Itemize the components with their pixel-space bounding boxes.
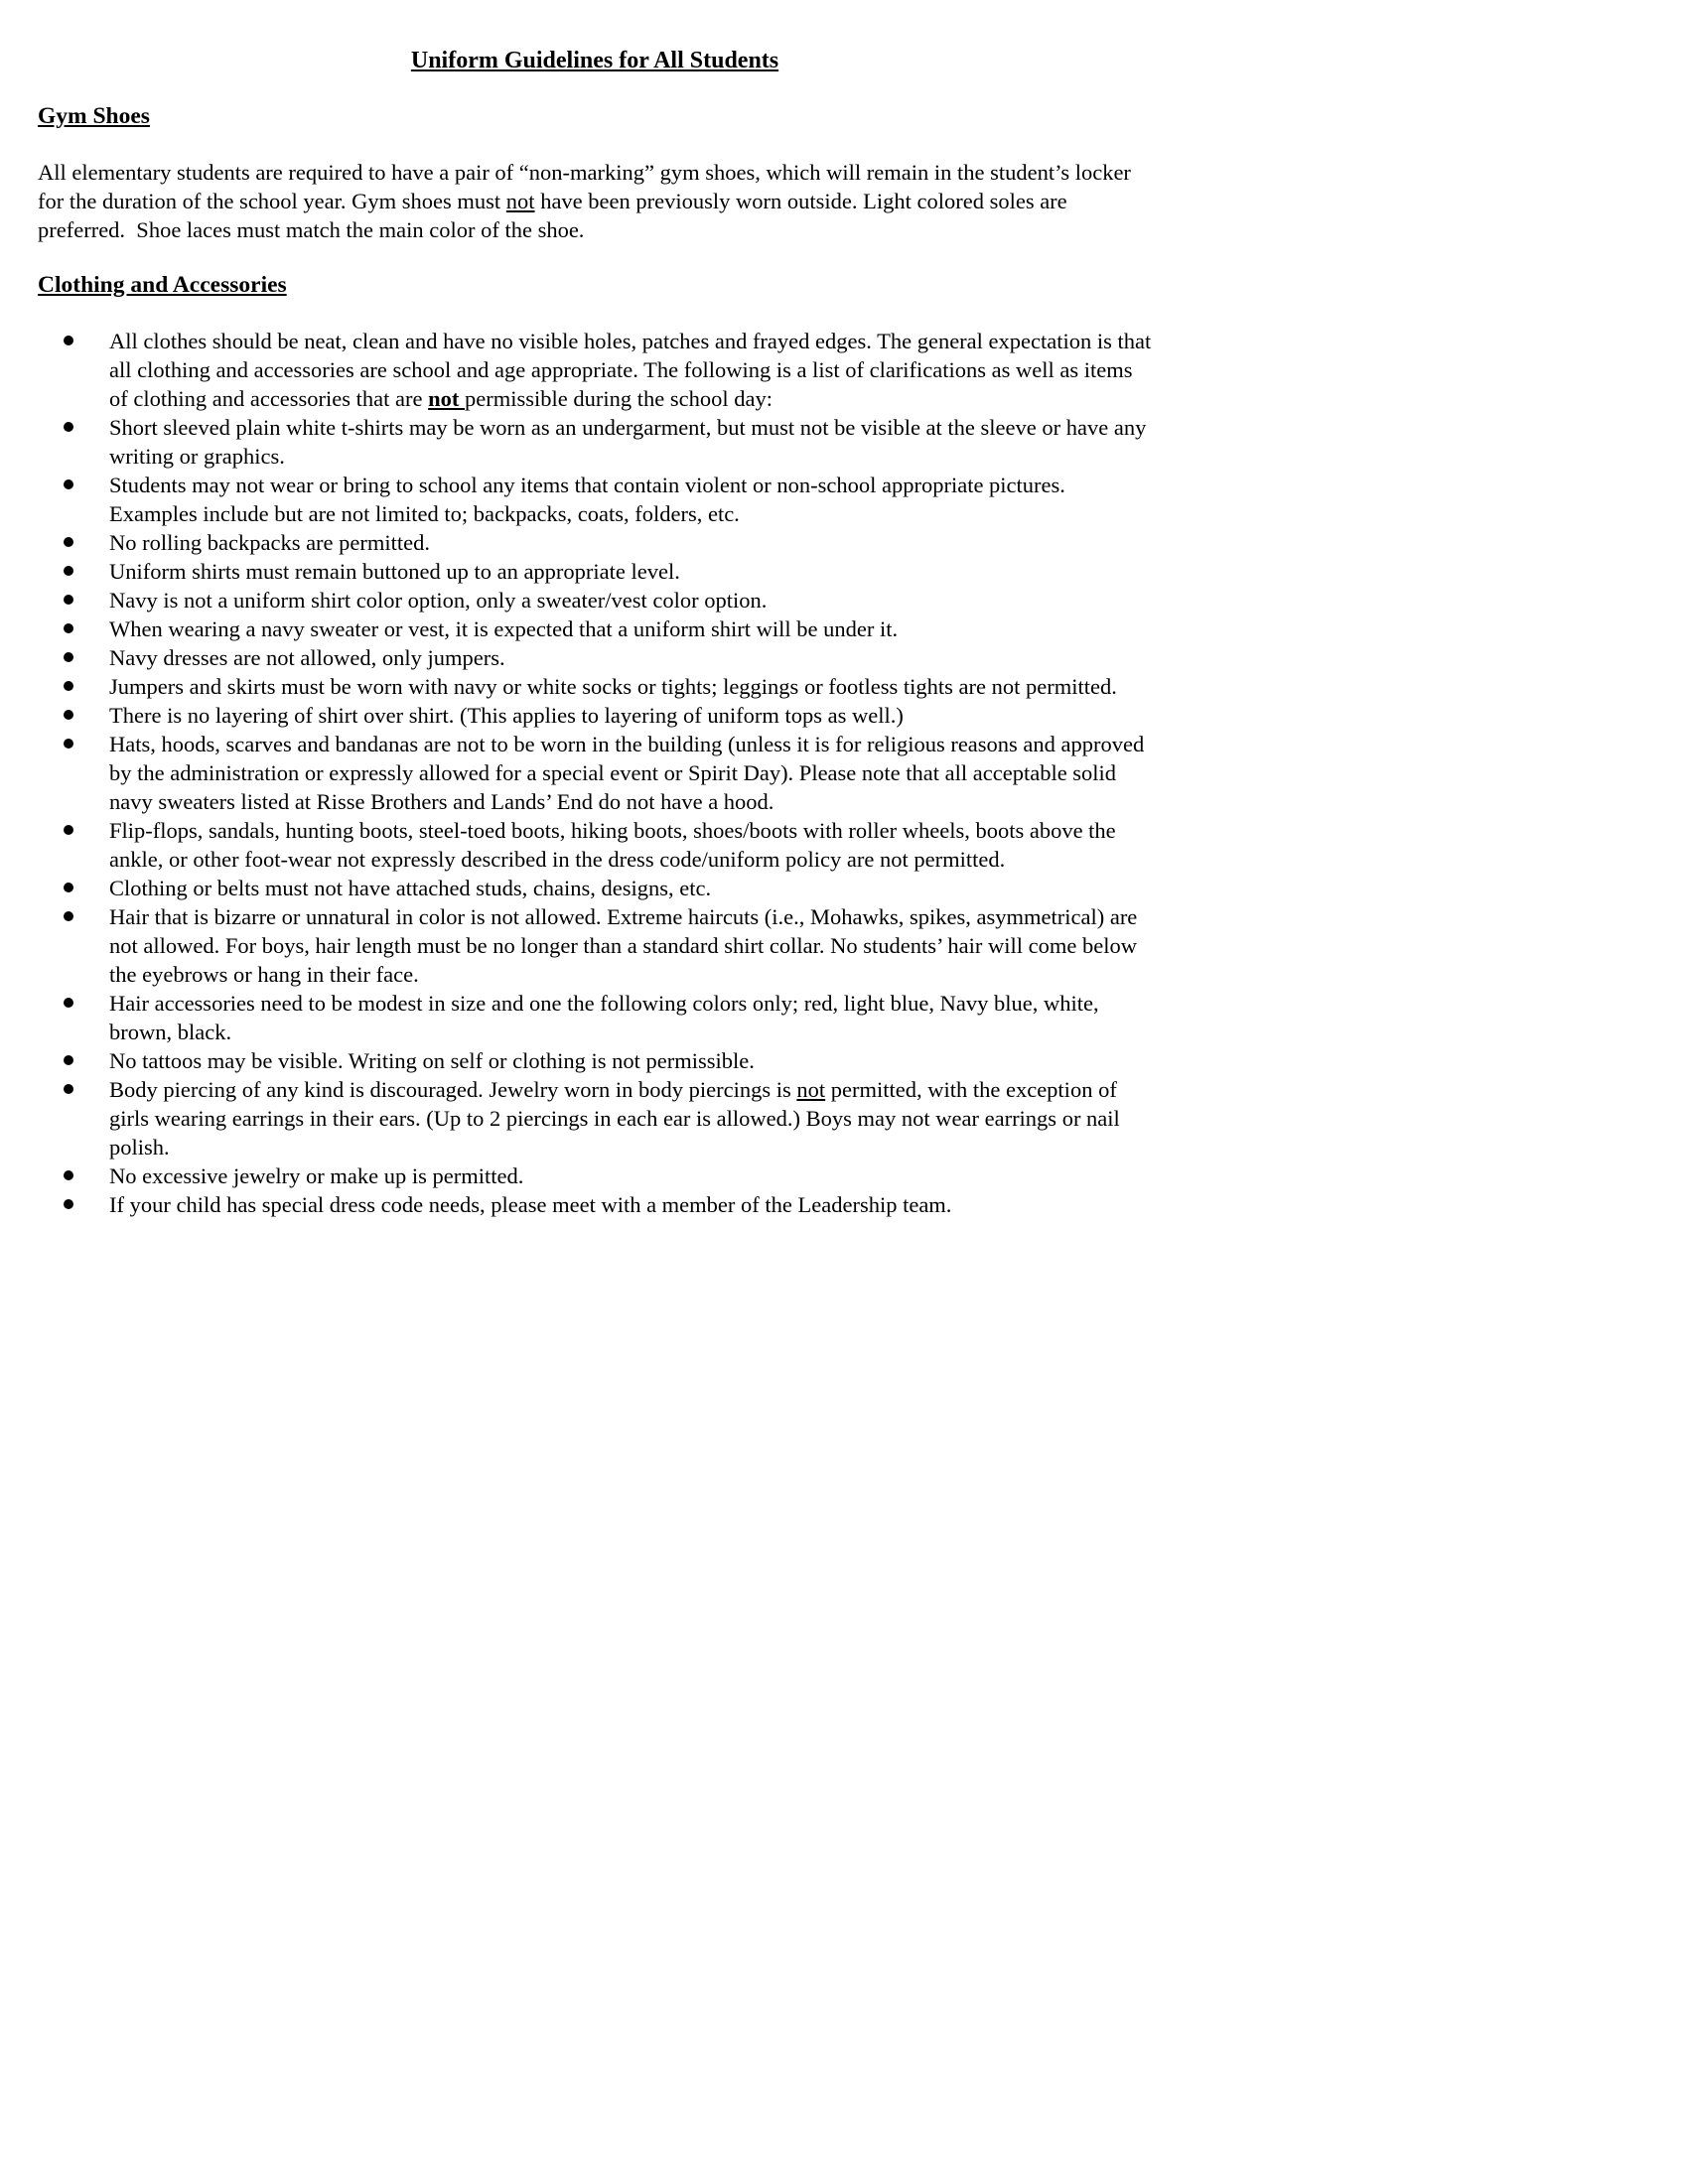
- bullet-icon: [64, 1055, 73, 1065]
- list-item: [38, 672, 1152, 701]
- bullet-text: No excessive jewelry or make up is permitted.: [109, 1163, 524, 1188]
- bullet-icon: [64, 623, 73, 633]
- list-item: [38, 327, 1157, 413]
- gym-shoes-paragraph: All elementary students are required to have a pair of “non-marking” gym shoes, which will remain in the student’s locker for the duration of the school year. Gym shoes must not have been previously worn outside. Light colored soles are preferred. Shoe laces must match the main color of the shoe.: [38, 160, 1137, 242]
- bullet-icon: [64, 883, 73, 892]
- bullet-icon: [64, 739, 73, 749]
- bullet-text: All clothes should be neat, clean and have no visible holes, patches and frayed edges. The general expectation is that all clothing and accessories are school and age appropriate. The following is a list of clarifications as well as items of clothing and accessories that are not permissible during the school day:: [109, 329, 1157, 411]
- bullet-icon: [64, 652, 73, 662]
- list-item: [38, 586, 1152, 614]
- bullet-text: Short sleeved plain white t-shirts may be worn as an undergarment, but must not be visible at the sleeve or have any writing or graphics.: [109, 415, 1152, 469]
- bullet-text: No rolling backpacks are permitted.: [109, 530, 431, 555]
- list-item: [38, 643, 1152, 672]
- bullet-icon: [64, 1199, 73, 1209]
- list-item: [38, 1161, 1152, 1190]
- bullet-icon: [64, 537, 73, 547]
- bullet-text: Uniform shirts must remain buttoned up to an appropriate level.: [109, 559, 680, 584]
- list-item: [38, 528, 1152, 557]
- bullet-icon: [64, 998, 73, 1008]
- bullet-text: Flip-flops, sandals, hunting boots, steel-toed boots, hiking boots, shoes/boots with roller wheels, boots above the ankle, or other foot-wear not expressly described in the dress code/uniform policy are not permitted.: [109, 818, 1122, 872]
- bullet-text: Jumpers and skirts must be worn with navy or white socks or tights; leggings or footless tights are not permitted.: [109, 674, 1117, 699]
- list-item: [38, 989, 1152, 1046]
- list-item: [38, 413, 1152, 471]
- list-item: [38, 557, 1152, 586]
- list-item: [38, 902, 1152, 989]
- bullet-text: When wearing a navy sweater or vest, it is expected that a uniform shirt will be under it.: [109, 616, 899, 641]
- bullet-text: Navy is not a uniform shirt color option, only a sweater/vest color option.: [109, 588, 768, 613]
- document-title: Uniform Guidelines for All Students: [410, 48, 779, 73]
- bullet-icon: [64, 1170, 73, 1180]
- bullet-text: Students may not wear or bring to school any items that contain violent or non-school appropriate pictures. Examples include but are not limited to; backpacks, coats, folders, etc.: [109, 473, 1071, 526]
- bullet-text: There is no layering of shirt over shirt. (This applies to layering of uniform tops as well.): [109, 703, 904, 728]
- list-item: [38, 614, 1152, 643]
- list-item: [38, 701, 1152, 730]
- bullet-icon: [64, 911, 73, 921]
- bullet-text: Hair that is bizarre or unnatural in color is not allowed. Extreme haircuts (i.e., Mohawks, spikes, asymmetrical) are not allowed. For boys, hair length must be no longer than a standard shirt collar. No students’ hair will come below the eyebrows or hang in their face.: [109, 904, 1143, 987]
- bullet-icon: [64, 825, 73, 835]
- list-item: [38, 730, 1152, 816]
- bullet-text: Hats, hoods, scarves and bandanas are not to be worn in the building (unless it is for religious reasons and approved by the administration or expressly allowed for a special event or Spirit Day). Please note that all acceptable solid navy sweaters listed at Risse Brothers and Lands’ End do not have a hood.: [109, 732, 1150, 814]
- list-item: [38, 1190, 1152, 1219]
- bullet-icon: [64, 566, 73, 576]
- list-item: [38, 874, 1152, 902]
- clothing-bullet-list: [38, 327, 1157, 1219]
- bullet-text: Body piercing of any kind is discouraged. Jewelry worn in body piercings is not permitted, with the exception of girls wearing earrings in their ears. (Up to 2 piercings in each ear is allowed.) Boys may not wear earrings or nail polish.: [109, 1077, 1126, 1160]
- section-heading-gym-shoes: Gym Shoes: [38, 103, 150, 129]
- bullet-text: No tattoos may be visible. Writing on self or clothing is not permissible.: [109, 1048, 755, 1073]
- bullet-icon: [64, 710, 73, 720]
- bullet-icon: [64, 336, 73, 345]
- page: [0, 0, 1157, 1219]
- bullet-icon: [64, 1084, 73, 1094]
- bullet-icon: [64, 479, 73, 489]
- list-item: [38, 471, 1152, 528]
- list-item: [38, 1075, 1152, 1161]
- list-item: [38, 816, 1152, 874]
- bullet-text: Hair accessories need to be modest in size and one the following colors only; red, light blue, Navy blue, white, brown, black.: [109, 991, 1105, 1044]
- section-heading-clothing: Clothing and Accessories: [38, 272, 287, 298]
- bullet-icon: [64, 681, 73, 691]
- bullet-text: Navy dresses are not allowed, only jumpers.: [109, 645, 505, 670]
- bullet-icon: [64, 595, 73, 605]
- bullet-text: Clothing or belts must not have attached studs, chains, designs, etc.: [109, 876, 712, 900]
- bullet-text: If your child has special dress code needs, please meet with a member of the Leadership team.: [109, 1192, 952, 1217]
- bullet-icon: [64, 422, 73, 432]
- list-item: [38, 1046, 1152, 1075]
